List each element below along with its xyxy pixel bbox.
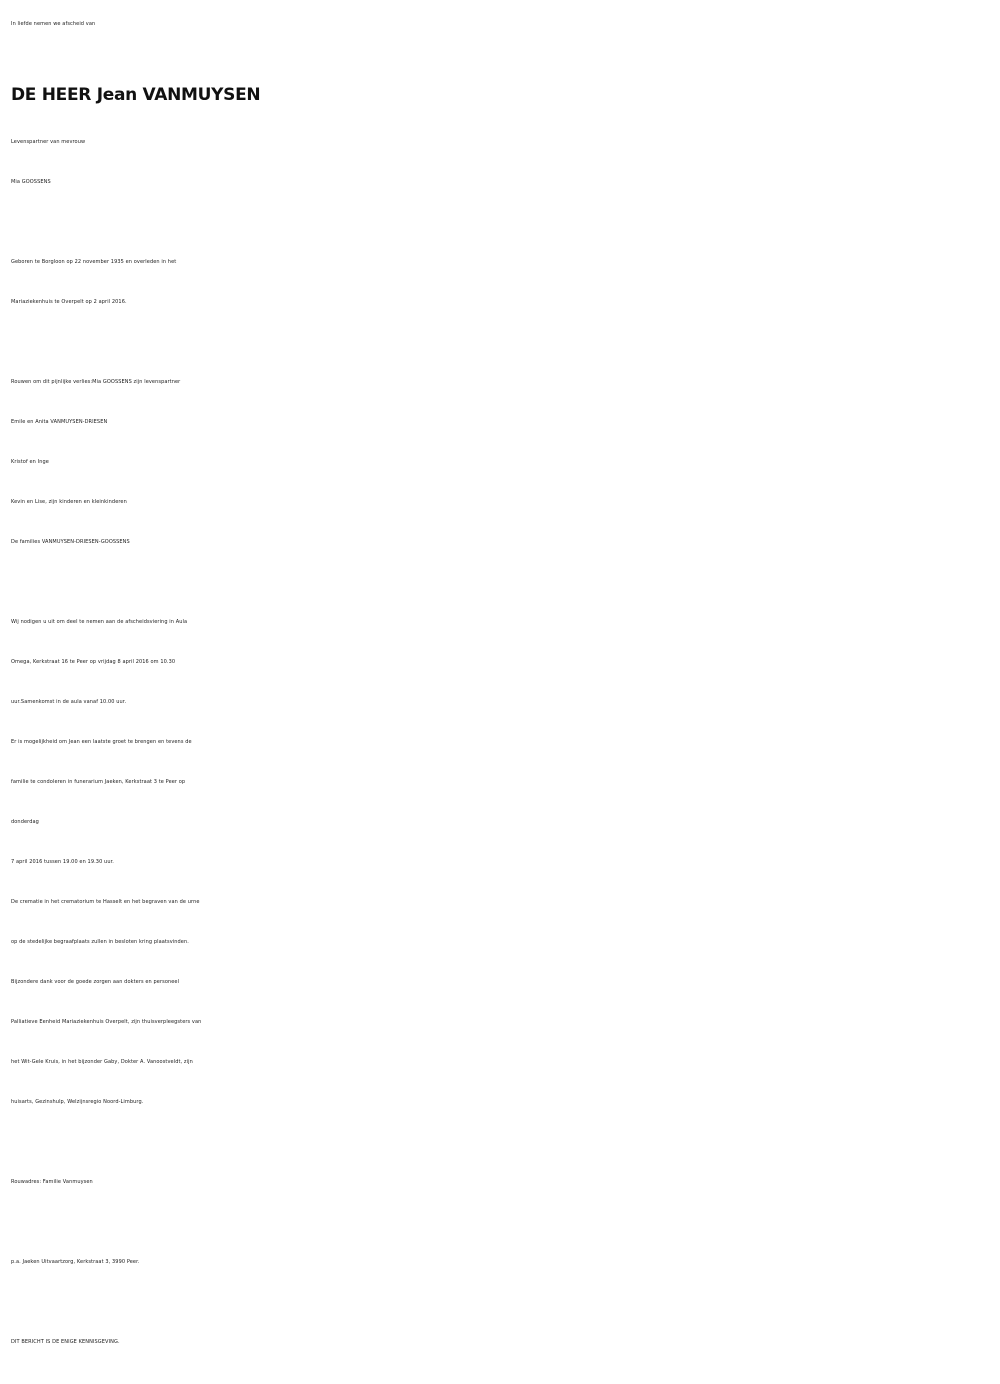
closing-statement: DIT BERICHT IS DE ENIGE KENNISGEVING. [11,1339,120,1345]
spacer [11,1282,996,1322]
ceremony-line: Wij nodigen u uit om deel te nemen aan de afscheidsviering in Aula [11,619,188,625]
ceremony-line: familie te condoleren in funerarium Jaeken, Kerkstraat 3 te Peer op [11,779,186,785]
birth-death-line: Mariaziekenhuis te Overpelt op 2 april 2016. [11,299,127,305]
spacer [11,202,996,242]
ceremony-line: het Wit-Gele Kruis, in het bijzonder Gaby, Dokter A. Vanoostveldt, zijn [11,1059,193,1065]
spacer [11,1202,996,1242]
ceremony-line: huisarts, Gezinshulp, Welzijnsregio Noord-Limburg. [11,1099,144,1105]
ceremony-line: uur.Samenkomst in de aula vanaf 10.00 uur. [11,699,127,705]
care-of-address: p.a. Jaeken Uitvaartzorg, Kerkstraat 3, 3990 Peer. [11,1259,140,1265]
mourners-line: Emile en Anita VANMUYSEN-DRIESEN [11,419,108,425]
mourners-line: Kevin en Lise, zijn kinderen en kleinkinderen [11,499,127,505]
ceremony-line: Omega, Kerkstraat 16 te Peer op vrijdag 8 april 2016 om 10.30 [11,659,176,665]
birth-death-section [11,242,996,322]
birth-death-line: Geboren te Borgloon op 22 november 1935 en overleden in het [11,259,177,265]
ceremony-line: Palliatieve Eenheid Mariaziekenhuis Overpelt, zijn thuisverpleegsters van [11,1019,202,1025]
deceased-name: DE HEER Jean VANMUYSEN [11,85,261,105]
spacer [11,322,996,362]
partner-section [11,122,996,202]
spacer [11,1122,996,1162]
partner-line: Levenspartner van mevrouw [11,139,86,145]
spacer [11,44,996,68]
partner-line: Mia GOOSSENS [11,179,51,185]
mourners-line: Kristof en Inge [11,459,49,465]
mourners-section [11,362,996,562]
ceremony-section [11,602,996,1122]
mourners-line: De families VANMUYSEN-DRIESEN-GOOSSENS [11,539,130,545]
death-notice [11,4,996,1362]
ceremony-line: De crematie in het crematorium te Hasselt en het begraven van de urne [11,899,200,905]
spacer [11,562,996,602]
mourning-address: Rouwadres: Familie Vanmuysen [11,1179,93,1185]
ceremony-line: donderdag [11,819,39,825]
ceremony-line: 7 april 2016 tussen 19.00 en 19.30 uur. [11,859,114,865]
intro-text: In liefde nemen we afscheid van [11,21,96,27]
ceremony-line: Er is mogelijkheid om Jean een laatste groet te brengen en tevens de [11,739,192,745]
ceremony-line: Bijzondere dank voor de goede zorgen aan dokters en personeel [11,979,180,985]
ceremony-line: op de stedelijke begraafplaats zullen in besloten kring plaatsvinden. [11,939,189,945]
mourners-line: Rouwen om dit pijnlijke verlies:Mia GOOSSENS zijn levenspartner [11,379,181,385]
